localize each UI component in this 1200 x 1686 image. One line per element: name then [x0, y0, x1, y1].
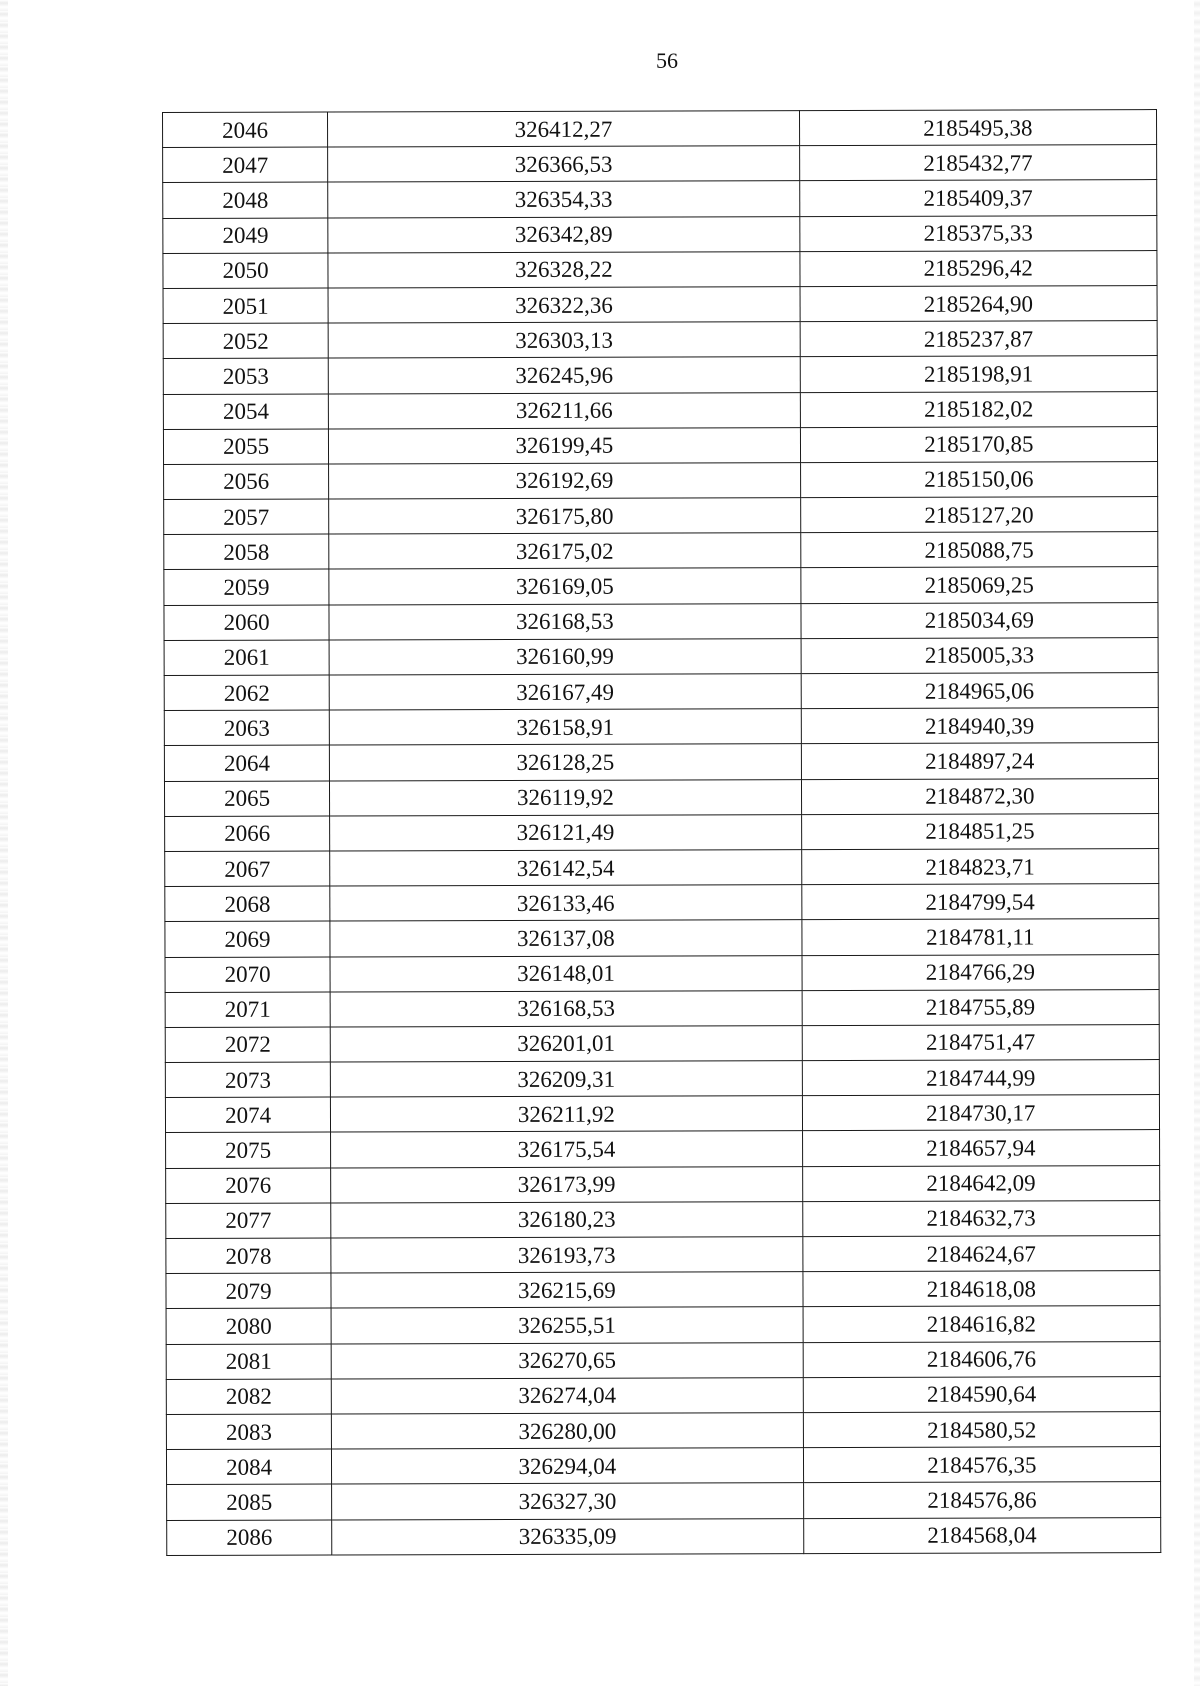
x-coordinate-cell: 326168,53	[329, 603, 801, 640]
y-coordinate-cell: 2185296,42	[800, 250, 1157, 286]
table-row	[166, 1271, 1160, 1309]
table-row	[164, 743, 1158, 781]
x-coordinate-cell: 326201,01	[330, 1025, 802, 1062]
y-coordinate-cell: 2184751,47	[802, 1024, 1159, 1060]
table-row	[165, 919, 1159, 957]
point-number-cell: 2072	[165, 1027, 330, 1063]
table-row	[167, 1517, 1161, 1555]
point-number-cell: 2050	[163, 253, 328, 289]
x-coordinate-cell: 326211,66	[328, 392, 800, 429]
point-number-cell: 2075	[166, 1132, 331, 1168]
x-coordinate-cell: 326119,92	[330, 779, 802, 816]
point-number-cell: 2083	[166, 1414, 331, 1450]
x-coordinate-cell: 326193,73	[331, 1237, 803, 1274]
table-row	[165, 848, 1159, 886]
table-row	[166, 1130, 1160, 1168]
table-row	[164, 532, 1158, 570]
point-number-cell: 2058	[164, 534, 329, 570]
table-row	[164, 637, 1158, 675]
x-coordinate-cell: 326128,25	[330, 744, 802, 781]
x-coordinate-cell: 326274,04	[331, 1377, 803, 1414]
point-number-cell: 2060	[164, 605, 329, 641]
point-number-cell: 2080	[166, 1308, 331, 1344]
table-row	[165, 813, 1159, 851]
y-coordinate-cell: 2185409,37	[799, 180, 1156, 216]
y-coordinate-cell: 2184590,64	[803, 1376, 1160, 1412]
point-number-cell: 2086	[167, 1520, 332, 1556]
x-coordinate-cell: 326142,54	[330, 850, 802, 887]
point-number-cell: 2048	[163, 182, 328, 218]
point-number-cell: 2061	[164, 640, 329, 676]
table-row	[165, 1060, 1159, 1098]
point-number-cell: 2056	[164, 464, 329, 500]
y-coordinate-cell: 2184799,54	[801, 884, 1158, 920]
y-coordinate-cell: 2185005,33	[801, 637, 1158, 673]
table-row	[166, 1200, 1160, 1238]
y-coordinate-cell: 2184568,04	[803, 1517, 1160, 1553]
y-coordinate-cell: 2184766,29	[802, 954, 1159, 990]
y-coordinate-cell: 2185088,75	[800, 532, 1157, 568]
table-row	[166, 1165, 1160, 1203]
x-coordinate-cell: 326215,69	[331, 1272, 803, 1309]
y-coordinate-cell: 2184781,11	[802, 919, 1159, 955]
y-coordinate-cell: 2184851,25	[801, 813, 1158, 849]
y-coordinate-cell: 2184730,17	[802, 1095, 1159, 1131]
x-coordinate-cell: 326180,23	[331, 1201, 803, 1238]
y-coordinate-cell: 2185495,38	[799, 110, 1156, 146]
y-coordinate-cell: 2184580,52	[803, 1411, 1160, 1447]
table-row	[165, 954, 1159, 992]
point-number-cell: 2085	[167, 1484, 332, 1520]
y-coordinate-cell: 2184616,82	[803, 1306, 1160, 1342]
y-coordinate-cell: 2185034,69	[801, 602, 1158, 638]
point-number-cell: 2064	[164, 745, 329, 781]
table-row	[164, 673, 1158, 711]
y-coordinate-cell: 2184576,86	[803, 1482, 1160, 1518]
x-coordinate-cell: 326255,51	[331, 1307, 803, 1344]
point-number-cell: 2052	[163, 323, 328, 359]
y-coordinate-cell: 2185170,85	[800, 426, 1157, 462]
y-coordinate-cell: 2184624,67	[802, 1236, 1159, 1272]
x-coordinate-cell: 326354,33	[328, 181, 800, 218]
point-number-cell: 2051	[163, 288, 328, 324]
y-coordinate-cell: 2185150,06	[800, 461, 1157, 497]
y-coordinate-cell: 2184872,30	[801, 778, 1158, 814]
page-number: 56	[656, 48, 678, 73]
table-row	[165, 1024, 1159, 1062]
coordinates-table	[162, 109, 1161, 1556]
point-number-cell: 2078	[166, 1238, 331, 1274]
table-row	[163, 391, 1157, 429]
x-coordinate-cell: 326303,13	[328, 322, 800, 359]
table-row	[163, 356, 1157, 394]
y-coordinate-cell: 2184642,09	[802, 1165, 1159, 1201]
table-row	[163, 285, 1157, 323]
table-row	[167, 1482, 1161, 1520]
point-number-cell: 2054	[163, 394, 328, 430]
x-coordinate-cell: 326328,22	[328, 251, 800, 288]
x-coordinate-cell: 326175,02	[329, 533, 801, 570]
y-coordinate-cell: 2185198,91	[800, 356, 1157, 392]
y-coordinate-cell: 2184618,08	[803, 1271, 1160, 1307]
x-coordinate-cell: 326175,80	[329, 498, 801, 535]
y-coordinate-cell: 2185182,02	[800, 391, 1157, 427]
point-number-cell: 2073	[165, 1062, 330, 1098]
point-number-cell: 2065	[164, 781, 329, 817]
table-row	[164, 602, 1158, 640]
table-row	[166, 1447, 1160, 1485]
scan-edge-left	[0, 0, 8, 1686]
x-coordinate-cell: 326366,53	[328, 146, 800, 183]
point-number-cell: 2067	[165, 851, 330, 887]
point-number-cell: 2046	[163, 112, 328, 148]
point-number-cell: 2057	[164, 499, 329, 535]
table-row	[163, 145, 1157, 183]
table-row	[163, 426, 1157, 464]
y-coordinate-cell: 2185432,77	[799, 145, 1156, 181]
point-number-cell: 2070	[165, 957, 330, 993]
table-row	[165, 989, 1159, 1027]
y-coordinate-cell: 2184606,76	[803, 1341, 1160, 1377]
y-coordinate-cell: 2185127,20	[800, 497, 1157, 533]
coordinates-table-body	[163, 110, 1161, 1556]
x-coordinate-cell: 326160,99	[329, 638, 801, 675]
point-number-cell: 2068	[165, 886, 330, 922]
point-number-cell: 2074	[165, 1097, 330, 1133]
point-number-cell: 2081	[166, 1344, 331, 1380]
y-coordinate-cell: 2185237,87	[800, 321, 1157, 357]
point-number-cell: 2079	[166, 1273, 331, 1309]
point-number-cell: 2063	[164, 710, 329, 746]
y-coordinate-cell: 2185264,90	[800, 285, 1157, 321]
table-row	[166, 1376, 1160, 1414]
y-coordinate-cell: 2185069,25	[800, 567, 1157, 603]
table-row	[165, 884, 1159, 922]
point-number-cell: 2062	[164, 675, 329, 711]
table-row	[163, 180, 1157, 218]
x-coordinate-cell: 326211,92	[331, 1096, 803, 1133]
x-coordinate-cell: 326148,01	[330, 955, 802, 992]
x-coordinate-cell: 326192,69	[329, 462, 801, 499]
point-number-cell: 2055	[163, 429, 328, 465]
table-row	[166, 1411, 1160, 1449]
x-coordinate-cell: 326137,08	[330, 920, 802, 957]
x-coordinate-cell: 326280,00	[332, 1413, 804, 1450]
x-coordinate-cell: 326327,30	[332, 1483, 804, 1520]
point-number-cell: 2082	[166, 1379, 331, 1415]
x-coordinate-cell: 326175,54	[331, 1131, 803, 1168]
point-number-cell: 2071	[165, 992, 330, 1028]
y-coordinate-cell: 2184755,89	[802, 989, 1159, 1025]
y-coordinate-cell: 2184897,24	[801, 743, 1158, 779]
point-number-cell: 2053	[163, 358, 328, 394]
x-coordinate-cell: 326173,99	[331, 1166, 803, 1203]
table-row	[165, 1095, 1159, 1133]
y-coordinate-cell: 2184965,06	[801, 673, 1158, 709]
x-coordinate-cell: 326245,96	[328, 357, 800, 394]
x-coordinate-cell: 326209,31	[330, 1061, 802, 1098]
y-coordinate-cell: 2184940,39	[801, 708, 1158, 744]
table-row	[163, 250, 1157, 288]
point-number-cell: 2077	[166, 1203, 331, 1239]
x-coordinate-cell: 326199,45	[329, 427, 801, 464]
table-row	[163, 215, 1157, 253]
table-row	[166, 1306, 1160, 1344]
y-coordinate-cell: 2184657,94	[802, 1130, 1159, 1166]
scan-edge-right	[1194, 0, 1200, 1686]
x-coordinate-cell: 326133,46	[330, 885, 802, 922]
x-coordinate-cell: 326169,05	[329, 568, 801, 605]
x-coordinate-cell: 326294,04	[332, 1448, 804, 1485]
point-number-cell: 2059	[164, 569, 329, 605]
table-row	[164, 461, 1158, 499]
x-coordinate-cell: 326342,89	[328, 216, 800, 253]
point-number-cell: 2069	[165, 921, 330, 957]
x-coordinate-cell: 326335,09	[332, 1518, 804, 1555]
x-coordinate-cell: 326168,53	[330, 990, 802, 1027]
point-number-cell: 2076	[166, 1168, 331, 1204]
y-coordinate-cell: 2184576,35	[803, 1447, 1160, 1483]
y-coordinate-cell: 2184632,73	[802, 1200, 1159, 1236]
y-coordinate-cell: 2184823,71	[801, 848, 1158, 884]
table-row	[163, 321, 1157, 359]
point-number-cell: 2049	[163, 218, 328, 254]
point-number-cell: 2084	[166, 1449, 331, 1485]
table-row	[166, 1236, 1160, 1274]
table-row	[164, 497, 1158, 535]
y-coordinate-cell: 2184744,99	[802, 1060, 1159, 1096]
table-row	[164, 567, 1158, 605]
x-coordinate-cell: 326121,49	[330, 814, 802, 851]
point-number-cell: 2047	[163, 147, 328, 183]
x-coordinate-cell: 326270,65	[331, 1342, 803, 1379]
point-number-cell: 2066	[165, 816, 330, 852]
table-row	[164, 778, 1158, 816]
x-coordinate-cell: 326412,27	[328, 111, 800, 148]
x-coordinate-cell: 326158,91	[329, 709, 801, 746]
x-coordinate-cell: 326167,49	[329, 674, 801, 711]
table-row	[166, 1341, 1160, 1379]
table-row	[164, 708, 1158, 746]
x-coordinate-cell: 326322,36	[328, 287, 800, 324]
table-row	[163, 110, 1157, 148]
y-coordinate-cell: 2185375,33	[799, 215, 1156, 251]
